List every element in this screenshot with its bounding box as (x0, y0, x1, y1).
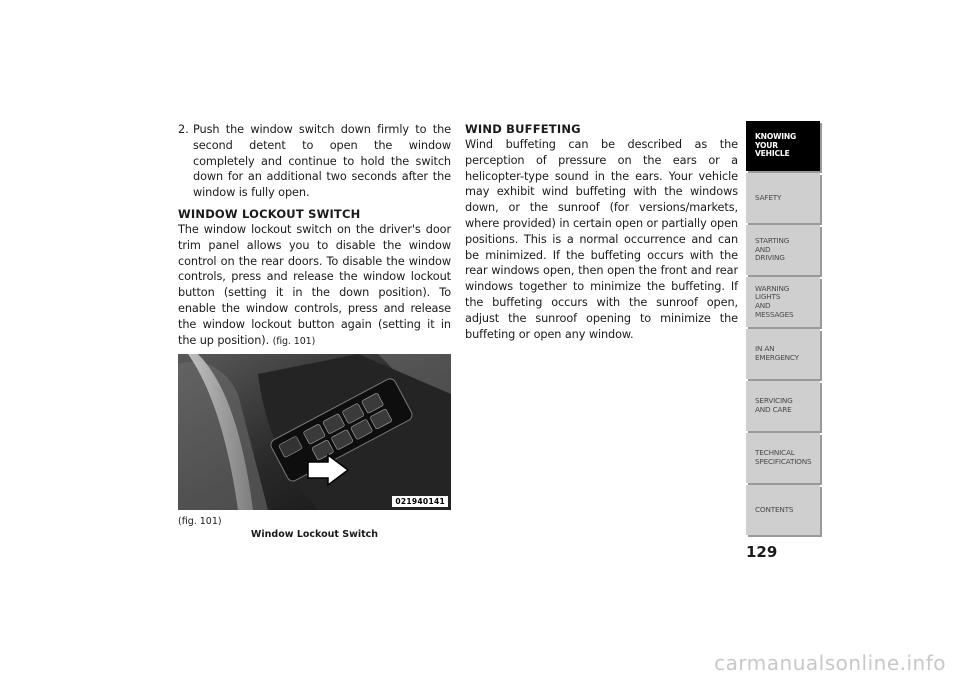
step-2 (178, 122, 451, 201)
chapter-tab-label: STARTING (755, 236, 790, 246)
chapter-tab[interactable] (746, 485, 820, 535)
chapter-tab[interactable] (746, 173, 820, 223)
chapter-tab[interactable] (746, 121, 820, 171)
chapter-tab-label: SAFETY (755, 192, 782, 202)
figure-number: (fig. 101) (178, 516, 222, 527)
figure-code: 021940141 (392, 496, 448, 507)
chapter-tab-label: AND CARE (755, 405, 792, 414)
chapter-tabs (746, 121, 820, 537)
page-number: 129 (746, 543, 778, 561)
step-number: 2. (178, 123, 189, 136)
chapter-tab[interactable] (746, 225, 820, 275)
chapter-tab-label: SERVICING (755, 396, 793, 406)
chapter-tab-label: VEHICLE (755, 149, 790, 159)
right-column (465, 122, 738, 342)
chapter-tab-label: WARNING (755, 283, 790, 293)
chapter-tab[interactable] (746, 433, 820, 483)
window-lockout-photo (178, 354, 451, 510)
watermark: carmanualsonline.info (714, 651, 946, 675)
section-heading-wind-buffeting: WIND BUFFETING (465, 122, 581, 136)
fig-reference-link[interactable]: (fig. 101) (272, 335, 316, 347)
chapter-tab-label: AND (755, 244, 771, 254)
chapter-tab[interactable] (746, 381, 820, 431)
chapter-tab-label: KNOWING (755, 132, 797, 142)
chapter-tab-label: EMERGENCY (755, 353, 799, 362)
left-column (178, 122, 451, 349)
wind-buffeting-paragraph: Wind buffeting can be described as the perception of pressure on the ears or a helicopter-type sound in the ears. Your vehicle may exhibit wind buffeting with the windows down, or the sunroof (for versions/markets, where provided) in certain open or partially open positions. This is a normal occurrence and can be minimized. If the buffeting occurs with the rear windows open, then open the front and rear windows together to minimize the buffeting. If the buffeting occurs with the sunroof open, adjust the sunroof opening to minimize the buffeting or open any window. (465, 138, 738, 341)
chapter-tab-label: SPECIFICATIONS (755, 457, 812, 466)
chapter-tab-label: TECHNICAL (755, 448, 795, 458)
window-lockout-paragraph (178, 222, 451, 349)
chapter-tab[interactable] (746, 329, 820, 379)
chapter-tab-label: IN AN (755, 344, 775, 354)
chapter-tab-label: YOUR (755, 140, 778, 150)
chapter-tab-label: MESSAGES (755, 309, 794, 319)
window-lockout-text: The window lockout switch on the driver's door trim panel allows you to disable the window control on the rear doors. To disable the window controls, press and release the window lockout button (setting it in the down position). To enable the window controls, press and release the window lockout button again (setting it in the up position). (178, 222, 451, 347)
chapter-tab-label: DRIVING (755, 253, 785, 263)
figure-caption: Window Lockout Switch (250, 529, 379, 540)
step-text: Push the window switch down firmly to the second detent to open the window completely and continue to hold the switch down for an additional two seconds after the window is fully open. (193, 123, 451, 200)
chapter-tab-label: CONTENTS (755, 504, 794, 514)
door-panel-illustration (178, 354, 451, 510)
chapter-tab-label: AND (755, 301, 771, 310)
chapter-tab[interactable] (746, 277, 820, 327)
section-heading-window-lockout: WINDOW LOCKOUT SWITCH (178, 206, 361, 221)
chapter-tab-label: LIGHTS (755, 292, 781, 302)
